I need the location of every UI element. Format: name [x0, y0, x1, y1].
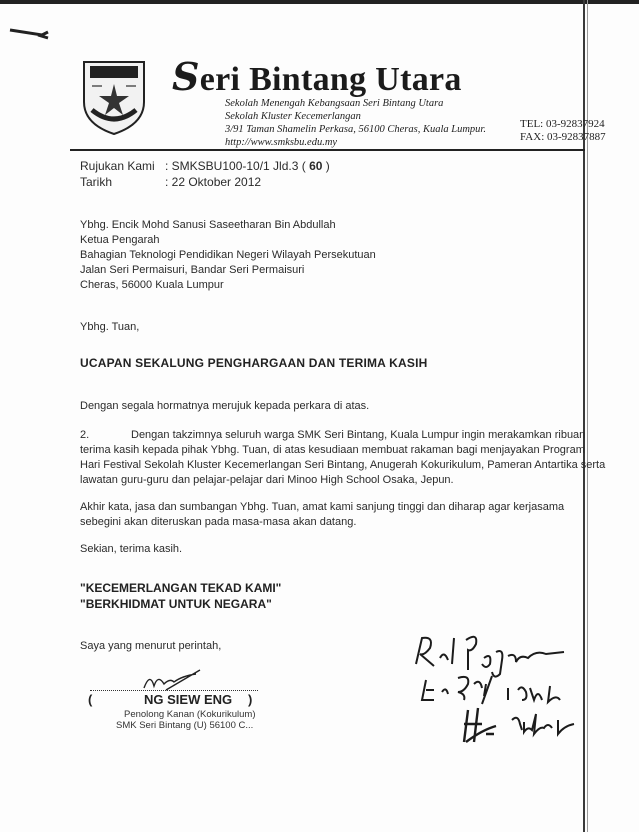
recipient-city: Cheras, 56000 Kuala Lumpur: [80, 279, 224, 291]
closing-line: Sekian, terima kasih.: [80, 543, 183, 555]
letterhead-line-2: Sekolah Kluster Kecemerlangan: [225, 111, 361, 122]
recipient-title: Ketua Pengarah: [80, 234, 160, 246]
signatory-school: SMK Seri Bintang (U) 56100 C...: [116, 720, 254, 731]
reference-value: : SMKSBU100-10/1 Jld.3 ( 60 ): [165, 159, 330, 173]
paragraph-2-line-2: terima kasih kepada pihak Ybhg. Tuan, di atas kesudiaan membuat rakaman bagi menjayakan Program: [80, 444, 585, 456]
date-value: : 22 Oktober 2012: [165, 175, 262, 189]
date-label: Tarikh: [80, 175, 113, 189]
reference-number: 60: [309, 159, 323, 173]
salutation: Ybhg. Tuan,: [80, 321, 140, 333]
paragraph-3-line-1: Akhir kata, jasa dan sumbangan Ybhg. Tuan, amat kami sanjung tinggi dan diharap agar kerjasama: [80, 501, 565, 513]
paragraph-3-line-2: sebegini akan diteruskan pada masa-masa akan datang.: [80, 516, 357, 528]
signatory-close-paren: ): [248, 692, 253, 707]
paragraph-2-number: 2.: [80, 429, 90, 441]
signature-dotted-line: [90, 690, 258, 691]
paragraph-1: Dengan segala hormatnya merujuk kepada perkara di atas.: [80, 400, 370, 412]
school-name-initial: S: [172, 54, 200, 99]
handwritten-annotation: [412, 630, 590, 748]
scan-mark: [8, 26, 52, 40]
recipient-street: Jalan Seri Permaisuri, Bandar Seri Permaisuri: [80, 264, 305, 276]
letterhead-fax: FAX: 03-92837887: [520, 131, 606, 143]
letterhead-line-1: Sekolah Menengah Kebangsaan Seri Bintang Utara: [225, 98, 444, 109]
letterhead-tel: TEL: 03-92837924: [520, 118, 605, 130]
slogan-line-1: "KECEMERLANGAN TEKAD KAMI": [80, 581, 282, 595]
school-crest-logo: [78, 56, 150, 136]
slogan-line-2: "BERKHIDMAT UNTUK NEGARA": [80, 597, 272, 611]
paragraph-2-line-3: Hari Festival Sekolah Kluster Kecemerlangan Seri Bintang, Anugerah Kokurikulum, Pameran Antartika serta: [80, 459, 606, 471]
scan-top-border: [0, 0, 639, 4]
letterhead-divider: [70, 149, 585, 151]
paragraph-2-line-1: Dengan takzimnya seluruh warga SMK Seri Bintang, Kuala Lumpur ingin merakamkan ribuan: [131, 429, 586, 441]
letter-subject: UCAPAN SEKALUNG PENGHARGAAN DAN TERIMA KASIH: [80, 356, 428, 370]
school-name-rest: eri Bintang Utara: [199, 61, 462, 98]
school-name: [172, 54, 462, 99]
signature-intro: Saya yang menurut perintah,: [80, 640, 222, 652]
letterhead-address: 3/91 Taman Shamelin Perkasa, 56100 Cheras, Kuala Lumpur.: [225, 124, 486, 135]
recipient-name: Ybhg. Encik Mohd Sanusi Saseetharan Bin Abdullah: [80, 219, 336, 231]
signatory-name: NG SIEW ENG: [144, 692, 233, 707]
reference-label: Rujukan Kami: [80, 159, 155, 173]
signatory-open-paren: (: [88, 692, 93, 707]
paragraph-2-line-4: lawatan guru-guru dan pelajar-pelajar dari Minoo High School Osaka, Jepun.: [80, 474, 454, 486]
signatory-position: Penolong Kanan (Kokurikulum): [124, 709, 256, 720]
recipient-department: Bahagian Teknologi Pendidikan Negeri Wilayah Persekutuan: [80, 249, 376, 261]
letterhead-website: http://www.smksbu.edu.my: [225, 137, 338, 148]
